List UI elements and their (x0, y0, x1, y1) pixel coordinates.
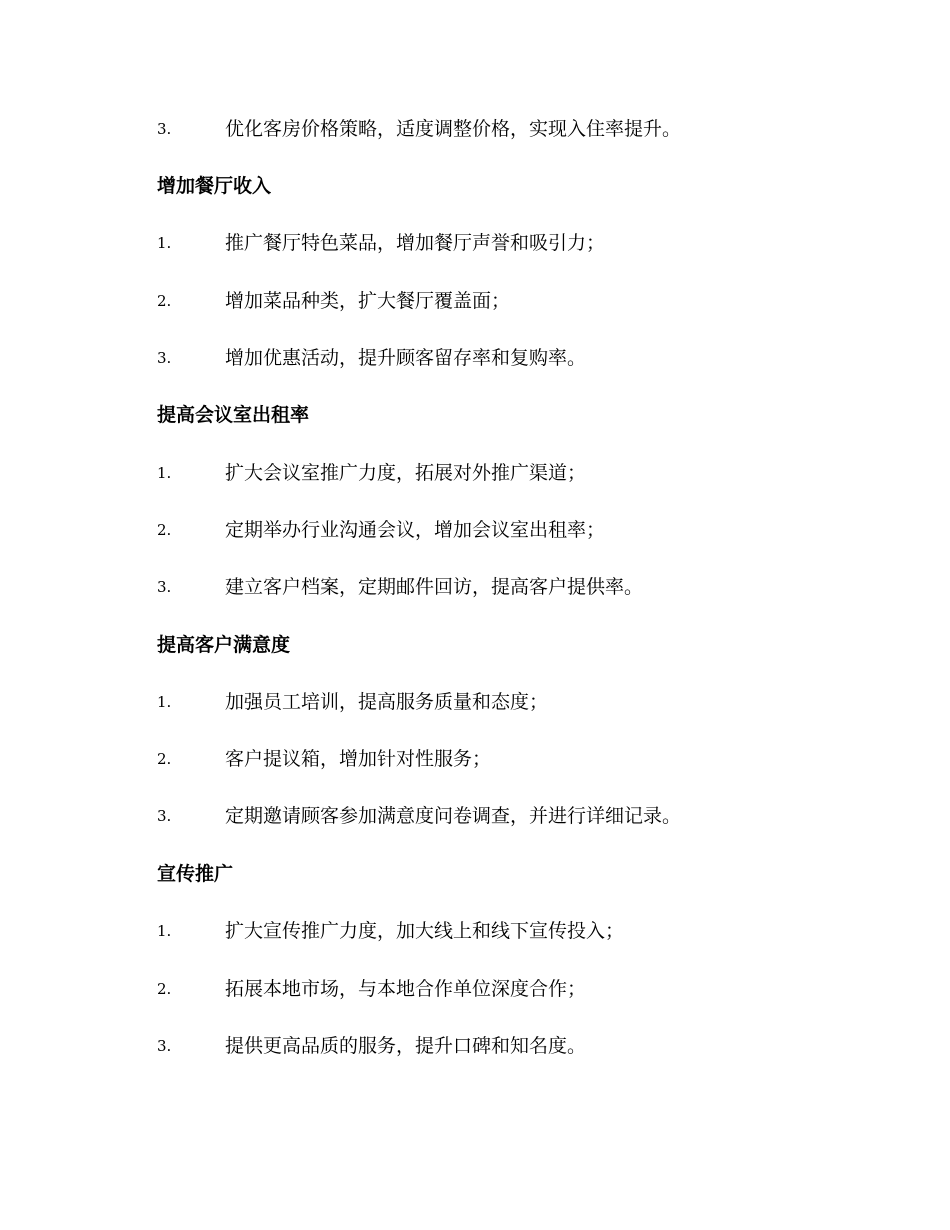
list-item (157, 1034, 857, 1058)
list-text: 定期邀请顾客参加满意度问卷调查，并进行详细记录。 (225, 805, 682, 827)
list-number: 2. (157, 521, 172, 539)
section-heading: 宣传推广 (157, 863, 234, 885)
list-item (157, 117, 857, 141)
list-item (157, 690, 857, 714)
list-text: 加强员工培训，提高服务质量和态度； (225, 691, 549, 713)
list-text: 建立客户档案，定期邮件回访，提高客户提供率。 (225, 576, 644, 598)
list-number: 1. (157, 464, 172, 482)
list-item (157, 518, 857, 542)
list-number: 2. (157, 750, 172, 768)
list-item (157, 231, 857, 255)
list-item (157, 804, 857, 828)
list-text: 拓展本地市场，与本地合作单位深度合作； (225, 978, 587, 1000)
list-number: 2. (157, 292, 172, 310)
list-item (157, 575, 857, 599)
list-text: 扩大宣传推广力度，加大线上和线下宣传投入； (225, 920, 625, 942)
list-item (157, 919, 857, 943)
list-item (157, 346, 857, 370)
list-text: 提供更高品质的服务，提升口碑和知名度。 (225, 1035, 587, 1057)
list-item (157, 747, 857, 771)
list-number: 3. (157, 349, 172, 367)
list-text: 客户提议箱，增加针对性服务； (225, 748, 492, 770)
list-number: 3. (157, 120, 172, 138)
section-heading: 提高客户满意度 (157, 634, 291, 656)
section-heading: 增加餐厅收入 (157, 175, 272, 197)
list-text: 优化客房价格策略，适度调整价格，实现入住率提升。 (225, 118, 682, 140)
list-text: 推广餐厅特色菜品，增加餐厅声誉和吸引力； (225, 232, 606, 254)
list-number: 3. (157, 578, 172, 596)
list-text: 定期举办行业沟通会议，增加会议室出租率； (225, 519, 606, 541)
list-item (157, 977, 857, 1001)
section-heading: 提高会议室出租率 (157, 404, 310, 426)
list-number: 1. (157, 234, 172, 252)
list-number: 3. (157, 1037, 172, 1055)
list-number: 1. (157, 922, 172, 940)
list-item (157, 289, 857, 313)
list-text: 增加菜品种类，扩大餐厅覆盖面； (225, 290, 511, 312)
list-number: 2. (157, 980, 172, 998)
list-text: 增加优惠活动，提升顾客留存率和复购率。 (225, 347, 587, 369)
list-number: 3. (157, 807, 172, 825)
list-item (157, 461, 857, 485)
list-text: 扩大会议室推广力度，拓展对外推广渠道； (225, 462, 587, 484)
list-number: 1. (157, 693, 172, 711)
